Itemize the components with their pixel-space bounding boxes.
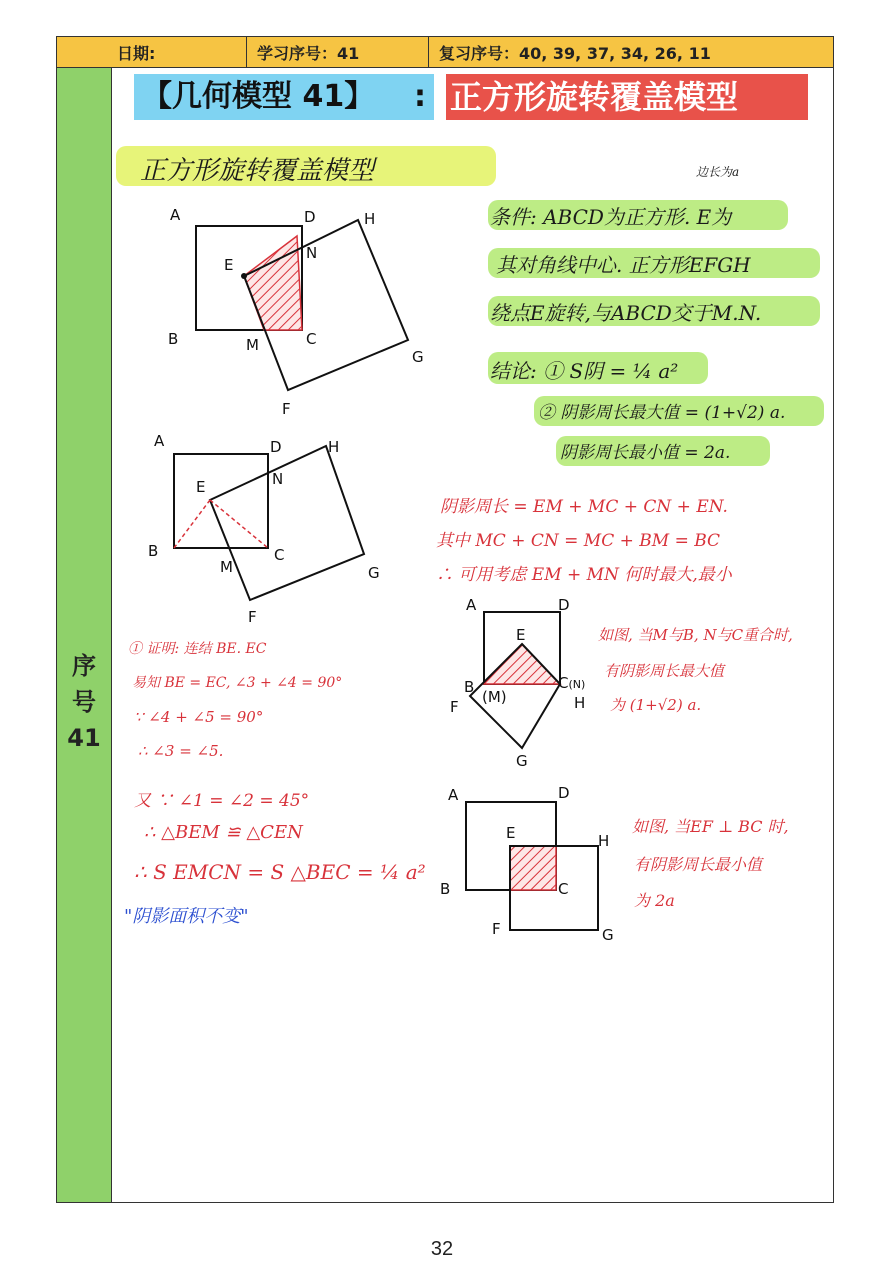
label-m: M <box>246 336 259 354</box>
sidebar-label <box>57 648 111 756</box>
header-bar <box>56 36 834 68</box>
condition-line-3: 绕点E旋转,与ABCD交于M.N. <box>490 301 762 325</box>
label-a: A <box>170 206 181 224</box>
sidebar-line-1: 序 <box>72 652 96 680</box>
proof-line-6: ∴ △BEM ≌ △CEN <box>144 822 303 843</box>
figure-1 <box>160 200 430 430</box>
page-number: 32 <box>430 1238 454 1260</box>
label-d: D <box>270 438 282 456</box>
shaded-region <box>510 846 556 890</box>
proof-line-2: 易知 BE = EC, ∠3 + ∠4 = 90° <box>132 675 343 691</box>
proof-line-8: "阴影面积不变" <box>124 906 249 927</box>
case-max-line-2: 有阴影周长最大值 <box>604 662 725 680</box>
review-numbers: 复习序号：40, 39, 37, 34, 26, 11 <box>439 43 711 63</box>
case-max-line-3: 为 (1+√2) a. <box>610 696 702 714</box>
condition-aside: 边长为a <box>696 165 740 179</box>
label-e: E <box>516 626 526 644</box>
sidebar-line-3: 41 <box>67 724 101 752</box>
proof-line-7: ∴ S EMCN = S △BEC = ¼ a² <box>134 860 426 884</box>
label-b: B <box>168 330 179 348</box>
label-d: D <box>558 784 570 802</box>
label-g: G <box>368 564 380 582</box>
label-b: B <box>464 678 475 696</box>
conclusion-line-1: 结论: ① S阴 = ¼ a² <box>490 359 679 383</box>
case-min-line-2: 有阴影周长最小值 <box>634 855 763 874</box>
square-efgh <box>210 446 364 600</box>
label-f: F <box>492 920 501 938</box>
label-f: F <box>248 608 257 626</box>
title-left: 【几何模型 41】 <box>134 74 434 120</box>
square-abcd <box>174 454 268 548</box>
shaded-region <box>244 236 302 330</box>
label-h: H <box>598 832 610 850</box>
label-e: E <box>506 824 516 842</box>
segment-be <box>174 500 210 548</box>
label-a: A <box>154 432 165 450</box>
perimeter-line-1: 阴影周长 = EM + MC + CN + EN. <box>440 497 728 517</box>
label-g: G <box>602 926 614 944</box>
label-b: B <box>148 542 159 560</box>
proof-line-5: 又 ∵ ∠1 = ∠2 = 45° <box>134 791 310 811</box>
conclusion-line-2: ② 阴影周长最大值 = (1+√2) a. <box>538 403 786 423</box>
shaded-region <box>484 644 560 684</box>
label-n: N <box>272 470 284 488</box>
condition-line-2: 其对角线中心. 正方形EFGH <box>496 253 751 277</box>
label-n: N <box>306 244 318 262</box>
sidebar <box>57 68 112 1202</box>
label-d: D <box>558 596 570 614</box>
label-c: C <box>558 880 569 898</box>
case-max-line-1: 如图, 当M与B, N与C重合时, <box>598 626 793 644</box>
label-g: G <box>516 752 528 770</box>
study-number: 学习序号：41 <box>247 37 429 67</box>
label-b: B <box>440 880 451 898</box>
proof-line-3: ∵ ∠4 + ∠5 = 90° <box>134 708 264 726</box>
label-h: H <box>328 438 340 456</box>
condition-line-1: 条件: ABCD为正方形. E为 <box>490 205 732 229</box>
label-a: A <box>466 596 477 614</box>
conclusion-line-3: 阴影周长最小值 = 2a. <box>560 443 731 463</box>
label-g: G <box>412 348 424 366</box>
label-h: H <box>364 210 376 228</box>
point-e <box>241 273 247 279</box>
label-m: M <box>220 558 233 576</box>
perimeter-line-2: 其中 MC + CN = MC + BM = BC <box>436 531 721 551</box>
label-h: H <box>574 694 586 712</box>
label-f: F <box>282 400 291 418</box>
figure-4 <box>438 784 628 944</box>
label-e: E <box>196 478 206 496</box>
title-right: 正方形旋转覆盖模型 <box>446 74 808 120</box>
label-c: C <box>274 546 285 564</box>
figure-2 <box>146 432 396 628</box>
title-colon: : <box>414 79 426 114</box>
label-a: A <box>448 786 459 804</box>
proof-line-1: ① 证明: 连结 BE. EC <box>128 641 267 657</box>
figure-3 <box>450 598 600 774</box>
date-label: 日期: <box>57 37 247 67</box>
case-min-line-1: 如图, 当EF ⊥ BC 时, <box>632 817 789 836</box>
label-c: C <box>306 330 317 348</box>
label-e: E <box>224 256 234 274</box>
perimeter-line-3: ∴ 可用考虑 EM + MN 何时最大,最小 <box>436 565 732 585</box>
note-title: 正方形旋转覆盖模型 <box>140 156 375 186</box>
case-min-line-3: 为 2a <box>634 891 675 910</box>
label-c-n: C(N) <box>558 674 586 692</box>
label-d: D <box>304 208 316 226</box>
label-m-paren: (M) <box>482 688 507 706</box>
label-f: F <box>450 698 459 716</box>
proof-line-4: ∴ ∠3 = ∠5. <box>138 742 224 760</box>
sidebar-line-2: 号 <box>72 688 96 716</box>
